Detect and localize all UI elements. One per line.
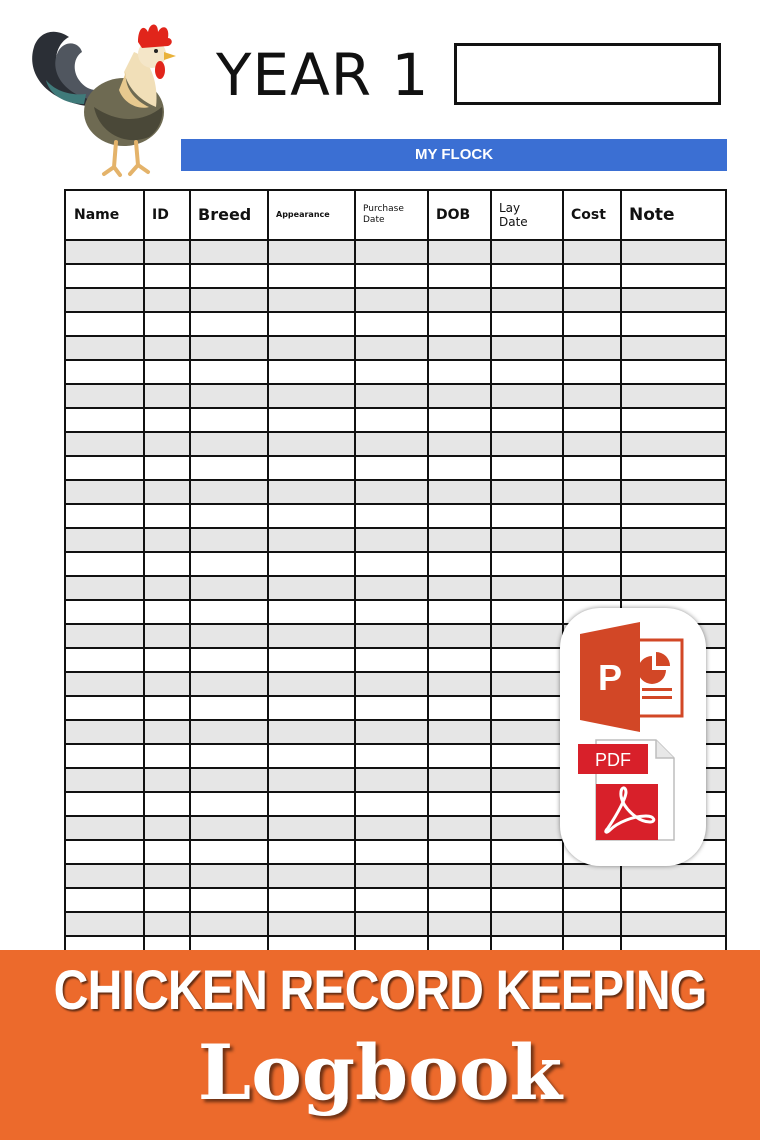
table-row[interactable] xyxy=(66,407,725,431)
file-format-badge xyxy=(560,608,706,866)
header-appearance: Appearance xyxy=(276,210,330,220)
rooster-illustration xyxy=(24,12,184,180)
svg-text:PDF: PDF xyxy=(595,750,631,770)
header-purchase-date: Purchase Date xyxy=(363,204,404,225)
table-row[interactable] xyxy=(66,887,725,911)
table-row[interactable] xyxy=(66,335,725,359)
table-row[interactable] xyxy=(66,311,725,335)
table-row[interactable] xyxy=(66,431,725,455)
table-row[interactable] xyxy=(66,863,725,887)
column-divider xyxy=(354,191,356,961)
table-row[interactable] xyxy=(66,911,725,935)
banner-title: CHICKEN RECORD KEEPING xyxy=(53,958,707,1021)
header-name: Name xyxy=(74,206,120,223)
table-row[interactable] xyxy=(66,527,725,551)
column-divider xyxy=(143,191,145,961)
header-id: ID xyxy=(152,206,169,223)
table-row[interactable] xyxy=(66,287,725,311)
table-row[interactable] xyxy=(66,455,725,479)
table-row[interactable] xyxy=(66,575,725,599)
table-row[interactable] xyxy=(66,383,725,407)
year-input-box[interactable] xyxy=(454,43,721,105)
header-note: Note xyxy=(629,204,675,225)
banner-subtitle: Logbook xyxy=(197,1028,563,1117)
column-divider xyxy=(189,191,191,961)
table-row[interactable] xyxy=(66,551,725,575)
header-lay-date: Lay Date xyxy=(499,200,528,229)
table-row[interactable] xyxy=(66,263,725,287)
table-row[interactable] xyxy=(66,503,725,527)
powerpoint-icon xyxy=(580,622,682,732)
file-format-icons xyxy=(560,608,706,866)
pdf-icon xyxy=(578,740,674,840)
header-breed: Breed xyxy=(198,205,252,225)
table-row[interactable] xyxy=(66,479,725,503)
column-divider xyxy=(427,191,429,961)
table-row[interactable] xyxy=(66,239,725,263)
header-cost: Cost xyxy=(571,206,606,223)
page-title: YEAR 1 xyxy=(216,41,430,109)
svg-text:P: P xyxy=(597,657,623,698)
section-header-bar: MY FLOCK xyxy=(181,139,727,171)
column-divider xyxy=(267,191,269,961)
column-divider xyxy=(490,191,492,961)
header-dob: DOB xyxy=(436,206,471,223)
table-row[interactable] xyxy=(66,359,725,383)
